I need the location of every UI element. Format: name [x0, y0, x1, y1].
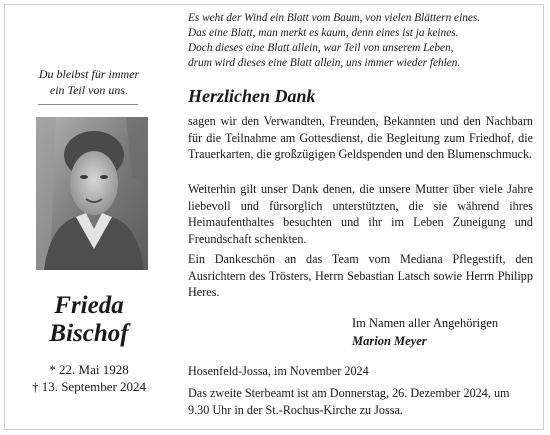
motto-line-1: Du bleibst für immer — [38, 67, 140, 81]
thanks-paragraph-3: Ein Dankeschön an das Team vom Mediana Pflegestift, den Ausrichtern des Trösters, Herrn Sebastian Latsch sowie Herrn Philipp Heres. — [188, 252, 533, 300]
deceased-name — [14, 292, 164, 348]
first-name: Frieda — [54, 292, 124, 319]
portrait-image — [36, 117, 148, 270]
motto-divider — [38, 104, 138, 105]
poem-line: drum wird dieses eine Blatt allein, uns immer wieder fehlen. — [188, 57, 461, 69]
thanks-paragraph-2: Weiterhin gilt unser Dank denen, die unsere Mutter über viele Jahre liebevoll und fürsorglich unterstützten, die sie während ihres Heimaufenthaltes besuchten und ihr im Leben Zuneigung und Freundschaft schenkten. — [188, 182, 533, 246]
poem-line: Es weht der Wind ein Blatt vom Baum, von vielen Blättern eines. — [188, 12, 481, 24]
signature-block — [352, 314, 498, 350]
poem-line: Doch dieses eine Blatt allein, war Teil von unserem Leben, — [188, 42, 454, 54]
death-date: † 13. September 2024 — [31, 379, 147, 394]
thanks-heading: Herzlichen Dank — [188, 86, 316, 106]
signature-name: Marion Meyer — [352, 334, 427, 348]
poem-line: Das eine Blatt, man merkt es kaum, denn eines ist ja keines. — [188, 27, 459, 39]
service-note: Das zweite Sterbeamt ist am Donnerstag, 26. Dezember 2024, um 9.30 Uhr in der St.-Rochus-Kirche zu Jossa. — [188, 386, 510, 417]
signature-intro: Im Namen aller Angehörigen — [352, 316, 499, 330]
life-dates — [14, 361, 164, 395]
thanks-paragraph-1: sagen wir den Verwandten, Freunden, Bekannten und den Nachbarn für die Teilnahme am Gottesdienst, die Begleitung zum Friedhof, die Trauerkarten, die großzügigen Geldspenden und den Blumenschmuck. — [188, 114, 533, 162]
motto — [14, 66, 164, 98]
birth-date: * 22. Mai 1928 — [49, 362, 129, 377]
portrait-photo — [36, 117, 148, 270]
poem — [188, 11, 533, 71]
motto-line-2: ein Teil von uns. — [49, 83, 129, 97]
left-column — [0, 0, 175, 435]
place-date: Hosenfeld-Jossa, im November 2024 — [188, 364, 369, 378]
last-name: Bischof — [49, 320, 129, 347]
